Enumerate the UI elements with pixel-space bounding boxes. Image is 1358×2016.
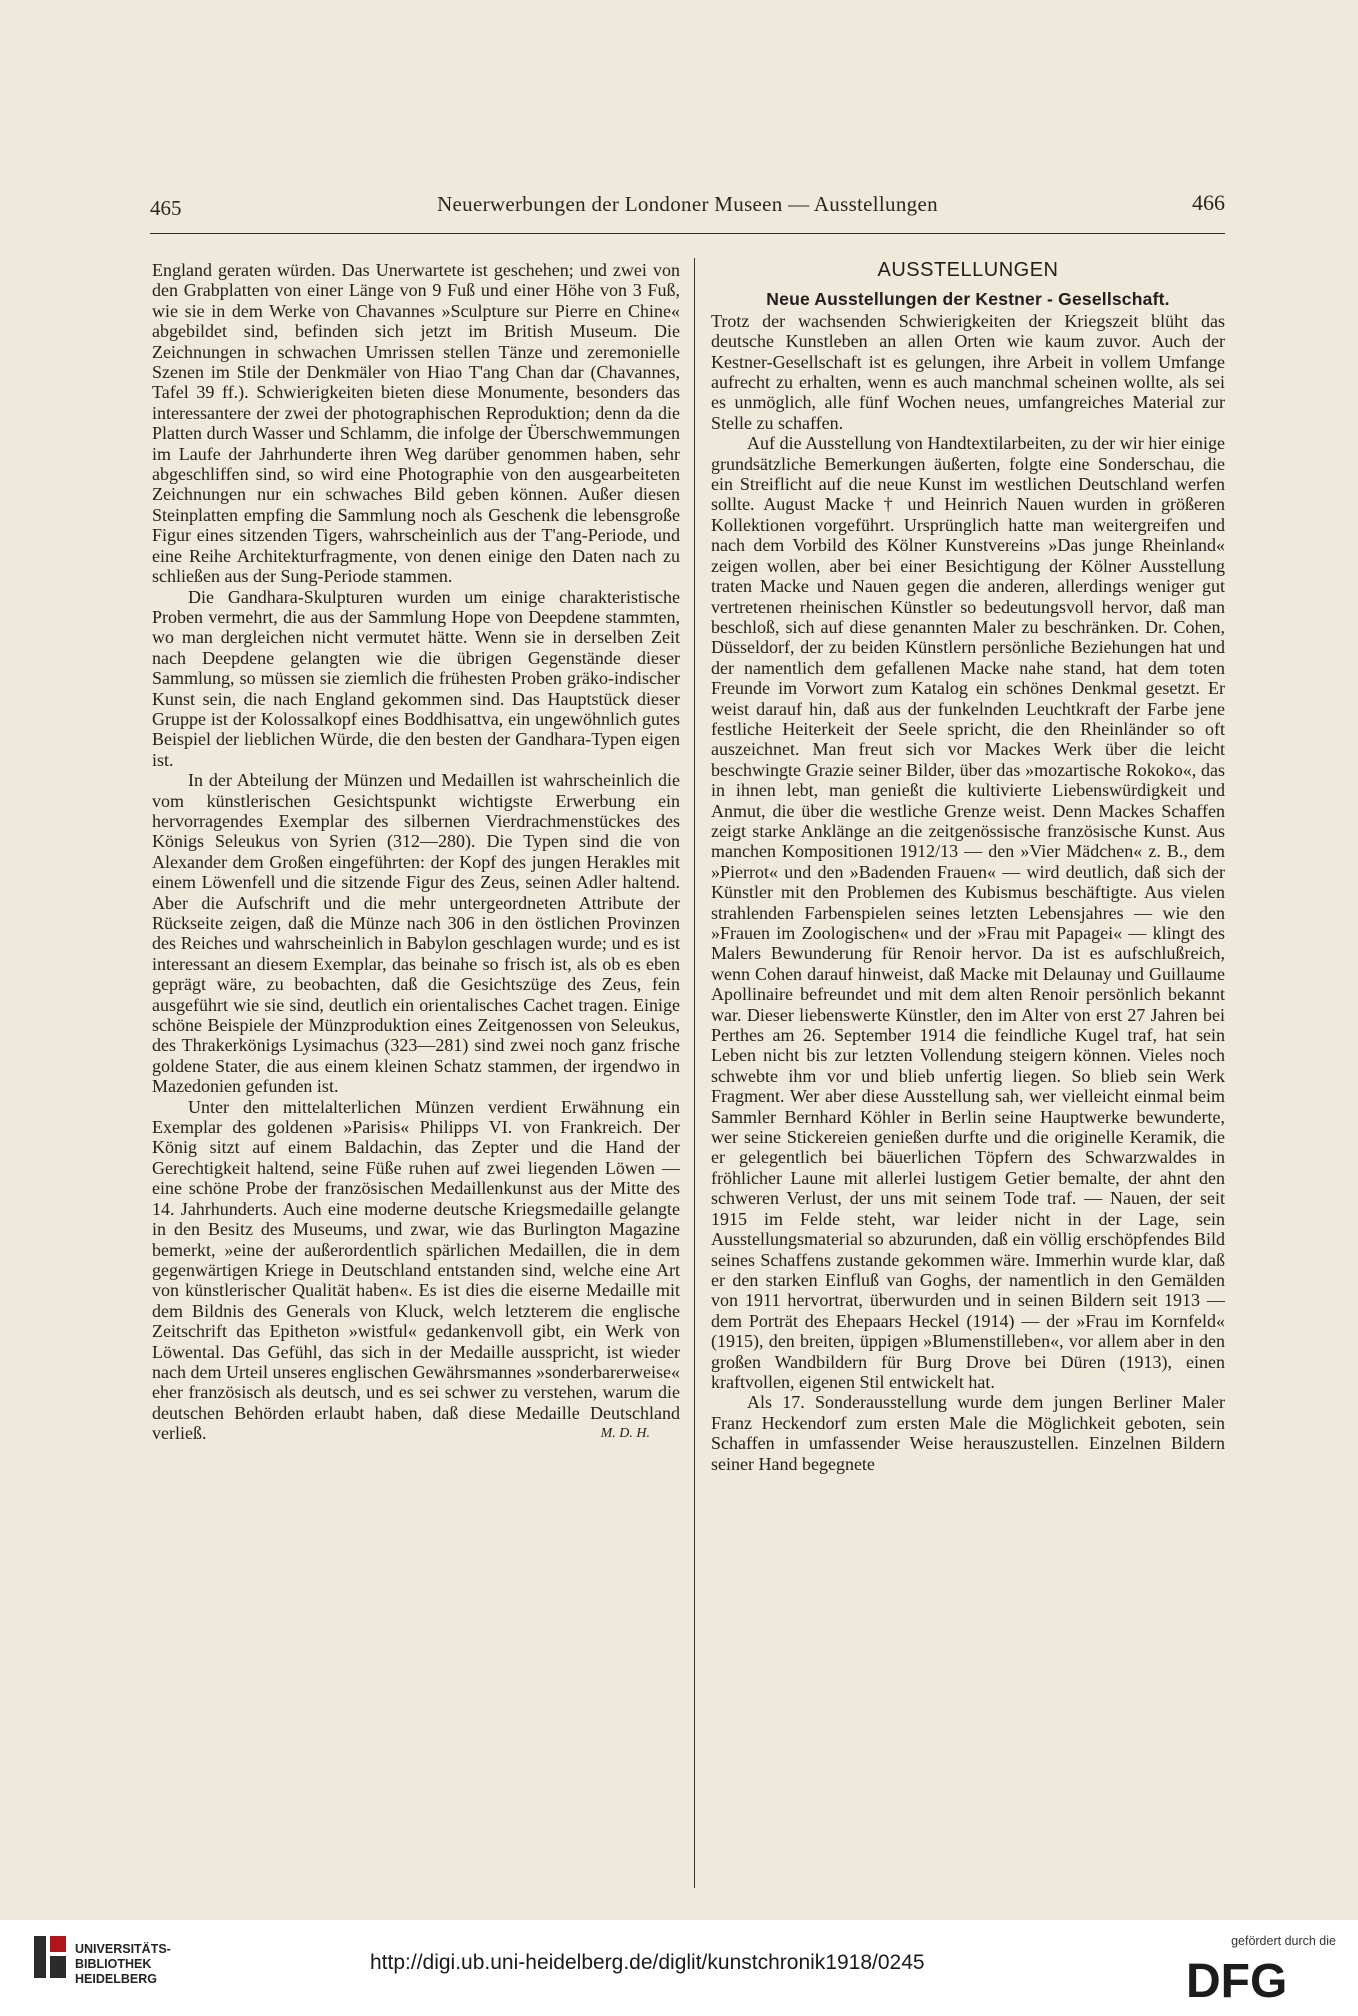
page-number-right: 466 <box>1192 190 1225 215</box>
page-number-left: 465 <box>150 196 182 220</box>
right-paragraph-1: Trotz der wachsenden Schwierigkeiten der Kriegszeit blüht das deutsche Kunstleben an allen Orten wie kaum zuvor. Auch der Kestner-Gesellschaft ist es gelungen, ihre Arbeit in vollem Umfange aufrecht zu erhalten, wenn es auch manchmal scheinen wollte, als sei es unmöglich, alle fünf Wochen neues, umfangreiches Material zur Stelle zu schaffen. <box>711 310 1225 433</box>
left-column <box>152 260 680 1900</box>
library-name <box>75 1942 171 1987</box>
dfg-logo-icon <box>1186 1957 1336 2005</box>
library-name-line-3: HEIDELBERG <box>75 1972 157 1986</box>
right-paragraph-3: Als 17. Sonderausstellung wurde dem jungen Berliner Maler Franz Heckendorf zum ersten Male die Möglichkeit geboten, sein Schaffen in umfassender Weise herauszustellen. Einzelnen Bildern seiner Hand begegnete <box>711 1392 1225 1474</box>
source-url-link[interactable]: http://digi.ub.uni-heidelberg.de/diglit/kunstchronik1918/0245 <box>370 1951 925 1974</box>
left-paragraph-2: Die Gandhara-Skulpturen wurden um einige charakteristische Proben vermehrt, die aus der Sammlung Hope von Deepdene stammten, wo man dergleichen nicht vermutet hätte. Wenn sie in derselben Zeit nach Deepdene gelangten wie die übrigen Gegenstände dieser Sammlung, so müssen sie ziemlich die frühesten Proben gräko-indischer Kunst sein, die nach England gekommen sind. Das Hauptstück dieser Gruppe ist der Kolossalkopf eines Boddhisattva, ein ungewöhnlich gutes Beispiel der lieblichen Würde, die den besten der Gandhara-Typen eigen ist. <box>152 586 680 770</box>
library-name-line-1: UNIVERSITÄTS- <box>75 1942 171 1956</box>
article-subheading: Neue Ausstellungen der Kestner - Gesellschaft. <box>766 289 1170 310</box>
left-paragraph-4: Unter den mittelalterlichen Münzen verdient Erwähnung ein Exemplar des goldenen »Parisis« Philipps VI. von Frankreich. Der König sitzt auf einem Baldachin, das Zepter und die Hand der Gerechtigkeit haltend, seine Füße ruhen auf zwei liegenden Löwen — eine schöne Probe der französischen Medaillenkunst aus der Mitte des 14. Jahrhunderts. Auch eine moderne deutsche Kriegsmedaille gelangte in den Besitz des Museums, und zwar, wie das Burlington Magazine bemerkt, »eine der außerordentlich spärlichen Medaillen, die in dem gegenwärtigen Kriege in Deutschland entstanden sind, welche eine Art von künstlerischer Qualität haben«. Es ist dies die eiserne Medaille mit dem Bildnis des Generals von Kluck, welch letzterem die englische Zeitschrift das Epitheton »wistful« gedankenvoll gibt, ein Werk von Löwental. Das Gefühl, das sich in der Medaille ausspricht, ist wieder nach dem Urteil unseres englischen Gewährsmannes »sonderbarerweise« eher französisch als deutsch, und es sei schwer zu verstehen, warum die deutschen Behörden erlaubt haben, daß diese Medaille Deutschland verließ. <box>152 1096 680 1444</box>
left-paragraph-1: England geraten würden. Das Unerwartete ist geschehen; und zwei von den Grabplatten von einer Länge von 9 Fuß und einer Höhe von 3 Fuß, wie sie in dem Werke von Chavannes »Sculpture sur Pierre en Chine« abgebildet sind, befinden sich jetzt im British Museum. Die Zeichnungen in schwachen Umrissen stellen Tänze und zeremonielle Szenen im Stile der Denkmäler von Hiao T'ang Chan dar (Chavannes, Tafel 39 ff.). Schwierigkeiten bieten diese Monumente, besonders das interessantere der zwei der photographischen Reproduktion; denn da die Platten durch Wasser und Schlamm, die infolge der Überschwemmungen im Laufe der Jahrhunderte ihren Weg darüber genommen haben, sehr abgeschliffen sind, so wird eine Photographie von den ausgearbeiteten Zeichnungen nur ein schwaches Bild geben können. Außer diesen Steinplatten empfing die Sammlung noch als Geschenk die lebensgroße Figur eines sitzenden Tigers, wahrscheinlich aus der T'ang-Periode, und eine Reihe Architekturfragmente, von denen einige den Daten nach zu schließen aus der Sung-Periode stammen. <box>152 260 680 587</box>
header-rule <box>150 233 1225 234</box>
right-column <box>711 260 1225 1900</box>
library-name-line-2: BIBLIOTHEK <box>75 1957 152 1971</box>
university-library-logo-icon <box>32 1934 68 1984</box>
running-head <box>150 190 1225 224</box>
section-heading: AUSSTELLUNGEN <box>877 260 1059 281</box>
funder-label: gefördert durch die <box>1231 1934 1336 1948</box>
author-signature: M. D. H. <box>600 1425 650 1441</box>
dfg-logo-text: DFG <box>1186 1957 1288 2001</box>
right-paragraph-2: Auf die Ausstellung von Handtextilarbeiten, zu der wir hier einige grundsätzliche Bemerkungen äußerten, folgte eine Sonderschau, die ein Streiflicht auf die neue Kunst im westlichen Deutschland werfen sollte. August Macke † und Heinrich Nauen wurden in größeren Kollektionen vorgeführt. Ursprünglich hatte man weitergreifen und nach dem Vorbild des Kölner Kunstvereins »Das junge Rheinland« zeigen wollen, aber bei einer Besichtigung der Kölner Ausstellung traten Macke und Nauen gegen die anderen, allerdings weniger gut vertretenen rheinischen Künstler so bedeutungsvoll hervor, daß man beschloß, sich auf diese genannten Maler zu beschränken. Dr. Cohen, Düsseldorf, der zu beiden Künstlern persönliche Beziehungen hat und der namentlich dem gefallenen Macke nahe stand, hat dem toten Freunde im Vorwort zum Katalog ein schönes Denkmal gesetzt. Er weist darauf hin, daß aus der funkelnden Leuchtkraft der Farbe jene festliche Heiterkeit der Seele spricht, die den Rheinländer so oft auszeichnet. Man freut sich vor Mackes Werk über die leicht beschwingte Grazie seiner Bilder, über das »mozartische Rokoko«, das in ihnen lebt, man genießt die kultivierte Liebenswürdigkeit und Anmut, die über die westliche Grenze weist. Denn Mackes Schaffen zeigt starke Anklänge an die zeitgenössische französische Kunst. Aus manchen Kompositionen 1912/13 — den »Vier Mädchen« z. B., dem »Pierrot« und den »Badenden Frauen« — wird deutlich, daß sich der Künstler mit den Problemen des Kubismus beschäftigte. Aus vielen strahlenden Farbenspielen seines letzten Lebensjahres — wie den »Frauen im Zoologischen« und der »Frau mit Papagei« — klingt des Malers Bewunderung für Renoir hervor. Da ist es aufschlußreich, wenn Cohen darauf hinweist, daß Macke mit Delaunay und Guillaume Apollinaire befreundet und mit dem alten Renoir persönlich bekannt war. Dieser liebenswerte Künstler, den im Alter von erst 27 Jahren bei Perthes am 26. September 1914 die feindliche Kugel traf, hat sein Leben nicht bis zur letzten Vollendung steigern können. Vieles noch schwebte ihm vor und blieb unfertig liegen. So blieb sein Werk Fragment. Wer aber diese Ausstellung sah, wer vielleicht einmal beim Sammler Bernhard Köhler in Berlin seine Hauptwerke bewunderte, wer seine Stickereien genießen durfte und die originelle Keramik, die er gelegentlich bei bäuerlichen Töpfern des Schwarzwaldes in fröhlicher Laune mit allerlei lustigem Getier bemalte, der ahnt den schweren Verlust, der uns mit seinem Tode traf. — Nauen, der seit 1915 im Felde steht, war leider nicht in der Lage, sein Ausstellungsmaterial so abzurunden, daß ein völlig erschöpfendes Bild seines Schaffens zustande gekommen wäre. Immerhin wurde klar, daß er den starken Einfluß van Goghs, der namentlich in den Gemälden von 1911 hervortrat, überwurden und in seinen Bildern seit 1913 — dem Porträt des Ehepaars Heckel (1914) — der »Frau im Kornfeld« (1915), den breiten, üppigen »Blumenstilleben«, vor allem aber in den großen Wandbildern für Burg Drove bei Düren (1913), einen kraftvollen, eigenen Stil entwickelt hat. <box>711 433 1225 1392</box>
column-divider <box>694 258 695 1888</box>
left-paragraph-3: In der Abteilung der Münzen und Medaillen ist wahrscheinlich die vom künstlerischen Gesichtspunkt wichtigste Erwerbung ein hervorragendes Exemplar des silbernen Vierdrachmenstückes des Königs Seleukus von Syrien (312—280). Die Typen sind die von Alexander dem Großen eingeführten: der Kopf des jungen Herakles mit einem Löwenfell und die sitzende Figur des Zeus, seinen Adler haltend. Aber die Aufschrift und die mehr untergeordneten Attribute der Rückseite zeigen, daß die Münze nach 306 in den östlichen Provinzen des Reiches und wahrscheinlich in Babylon geschlagen wurde; und es ist interessant an diesem Exemplar, das beinahe so frisch ist, als ob es eben geprägt wäre, zu beobachten, daß die Gesichtszüge des Zeus, fein ausgeführt wie sie sind, deutlich ein orientalisches Cachet tragen. Einige schöne Beispiele der Münzproduktion eines Zeitgenossen von Seleukus, des Thrakerkönigs Lysimachus (323—281) sind zwei noch ganz frische goldene Stater, die aus einem kleinen Schatz stammen, der irgendwo in Mazedonien gefunden ist. <box>152 770 680 1097</box>
running-title: Neuerwerbungen der Londoner Museen — Ausstellungen <box>437 192 938 216</box>
footer-bar <box>0 1920 1358 2016</box>
